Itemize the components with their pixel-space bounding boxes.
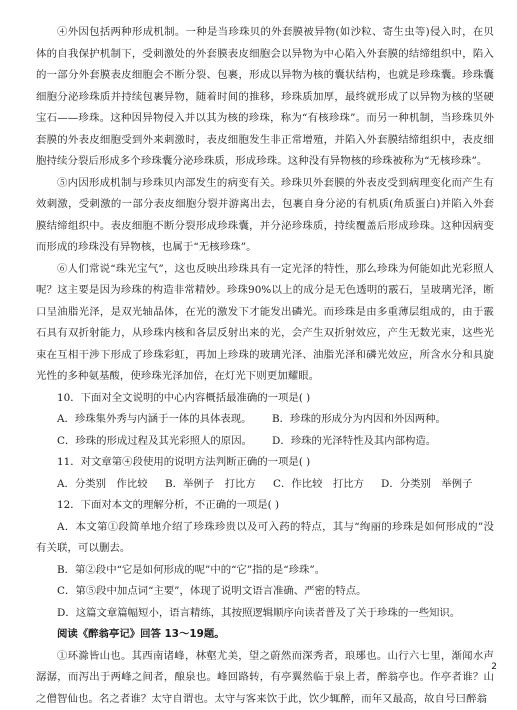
question-11-stem: 11．对文章第④段使用的说明方法判断正确的一项是( ) bbox=[36, 452, 494, 474]
question-12-option-a: A．本文第①段简单地介绍了珍珠珍贵以及可入药的特点，其与“绚丽的珍珠是如何形成的”没有关联，可以删去。 bbox=[36, 517, 494, 560]
question-10-stem: 10．下面对全文说明的中心内容概括最准确的一项是( ) bbox=[36, 388, 494, 410]
paragraph-4: ④外因包括两种形成机制。一种是当珍珠贝的外套膜被异物(如沙粒、寄生虫等)侵入时，在贝体的自我保护机制下，受刺激处的外套膜表皮细胞会以异物为中心陷入外套膜的结缔组织中，陷入的一部分外套膜表皮细胞会不断分裂、包裹，形成以异物为核的囊状结构，也就是珍珠囊。珍珠囊细胞分泌珍珠质并持续包裹异物，随着时间的推移，珍珠质加厚，最终就形成了以异物为核的坚硬宝石——珍珠。这种因异物侵入并以其为核的珍珠，称为“有核珍珠”。而另一种机制，当珍珠贝外套膜的外表皮细胞受到外来刺激时，表皮细胞发生非正常增殖，并陷入外套膜结缔组织中，表皮细胞持续分裂后形成多个珍珠囊分泌珍珠质，形成珍珠。这种没有异物核的珍珠被称为“无核珍珠”。 bbox=[36, 22, 494, 173]
exam-page bbox=[36, 22, 494, 710]
question-12-stem: 12．下面对本文的理解分析，不正确的一项是( ) bbox=[36, 495, 494, 517]
paragraph-5: ⑤内因形成机制与珍珠贝内部发生的病变有关。珍珠贝外套膜的外表皮受到病理变化而产生有效刺激，受刺激的一部分表皮细胞分裂并游离出去，包裹自身分泌的有机质(角质蛋白)并陷入外套膜结缔组织中。表皮细胞不断分裂形成珍珠囊，并分泌珍珠质，持续覆盖后形成珍珠。这种因病变而形成的珍珠没有异物核，也属于“无核珍珠”。 bbox=[36, 173, 494, 259]
question-10-option-d: D．珍珠的光泽特性及其内部构造。 bbox=[272, 431, 487, 453]
question-10-options-row-2 bbox=[36, 431, 494, 453]
question-10-option-b: B．珍珠的形成分为内因和外因两种。 bbox=[272, 409, 487, 431]
paragraph-6: ⑥人们常说“珠光宝气”，这也反映出珍珠具有一定光泽的特性，那么珍珠为何能如此光彩照人呢？这主要是因为珍珠的构造非常精妙。珍珠90%以上的成分是无色透明的霰石，呈玻璃光泽，断口呈油脂光泽，是双光轴晶体，在光的激发下才能发出磷光。而珍珠是由多重薄层组成的，由于霰石具有双折射能力，从珍珠内核和各层反射出来的光，会产生双折射效应，产生无数光束，这些光束在互相干涉下形成了珍珠彩虹，再加上珍珠的玻璃光泽、油脂光泽和磷光效应，所含水分和具旋光性的多种氨基酸，使珍珠光泽加倍，在灯光下则更加耀眼。 bbox=[36, 259, 494, 388]
question-11-option-d: D．分类别 举例子 bbox=[381, 474, 489, 496]
section-heading: 阅读《醉翁亭记》回答 13～19题。 bbox=[36, 624, 494, 646]
classical-text-paragraph-1: ①环滁皆山也。其西南诸峰，林壑尤美，望之蔚然而深秀者，琅琊也。山行六七里，渐闻水声潺潺，而泻出于两峰之间者，酿泉也。峰回路转，有亭翼然临于泉上者，醉翁亭也。作亭者谁？山之僧智仙也。名之者谁？太守自谓也。太守与客来饮于此，饮少辄醉，而年又最高，故自号曰醉翁 bbox=[36, 646, 494, 710]
question-12-option-d: D．这篇文章篇幅短小，语言精练，其按照逻辑顺序向读者普及了关于珍珠的一些知识。 bbox=[36, 603, 494, 625]
question-11-option-c: C．作比较 打比方 bbox=[273, 474, 381, 496]
page-number: 2 bbox=[491, 662, 497, 672]
question-11-option-a: A．分类别 作比较 bbox=[57, 474, 165, 496]
question-10-options-row-1 bbox=[36, 409, 494, 431]
question-10-option-a: A．珍珠集外秀与内涵于一体的具体表现。 bbox=[57, 409, 272, 431]
question-12-option-c: C．第⑤段中加点词“主要”，体现了说明文语言准确、严密的特点。 bbox=[36, 581, 494, 603]
question-12-option-b: B．第②段中“它是如何形成的呢”中的“它”指的是“珍珠”。 bbox=[36, 560, 494, 582]
question-10-option-c: C．珍珠的形成过程及其光彩照人的原因。 bbox=[57, 431, 272, 453]
question-11-options bbox=[36, 474, 494, 496]
question-11-option-b: B．举例子 打比方 bbox=[165, 474, 273, 496]
